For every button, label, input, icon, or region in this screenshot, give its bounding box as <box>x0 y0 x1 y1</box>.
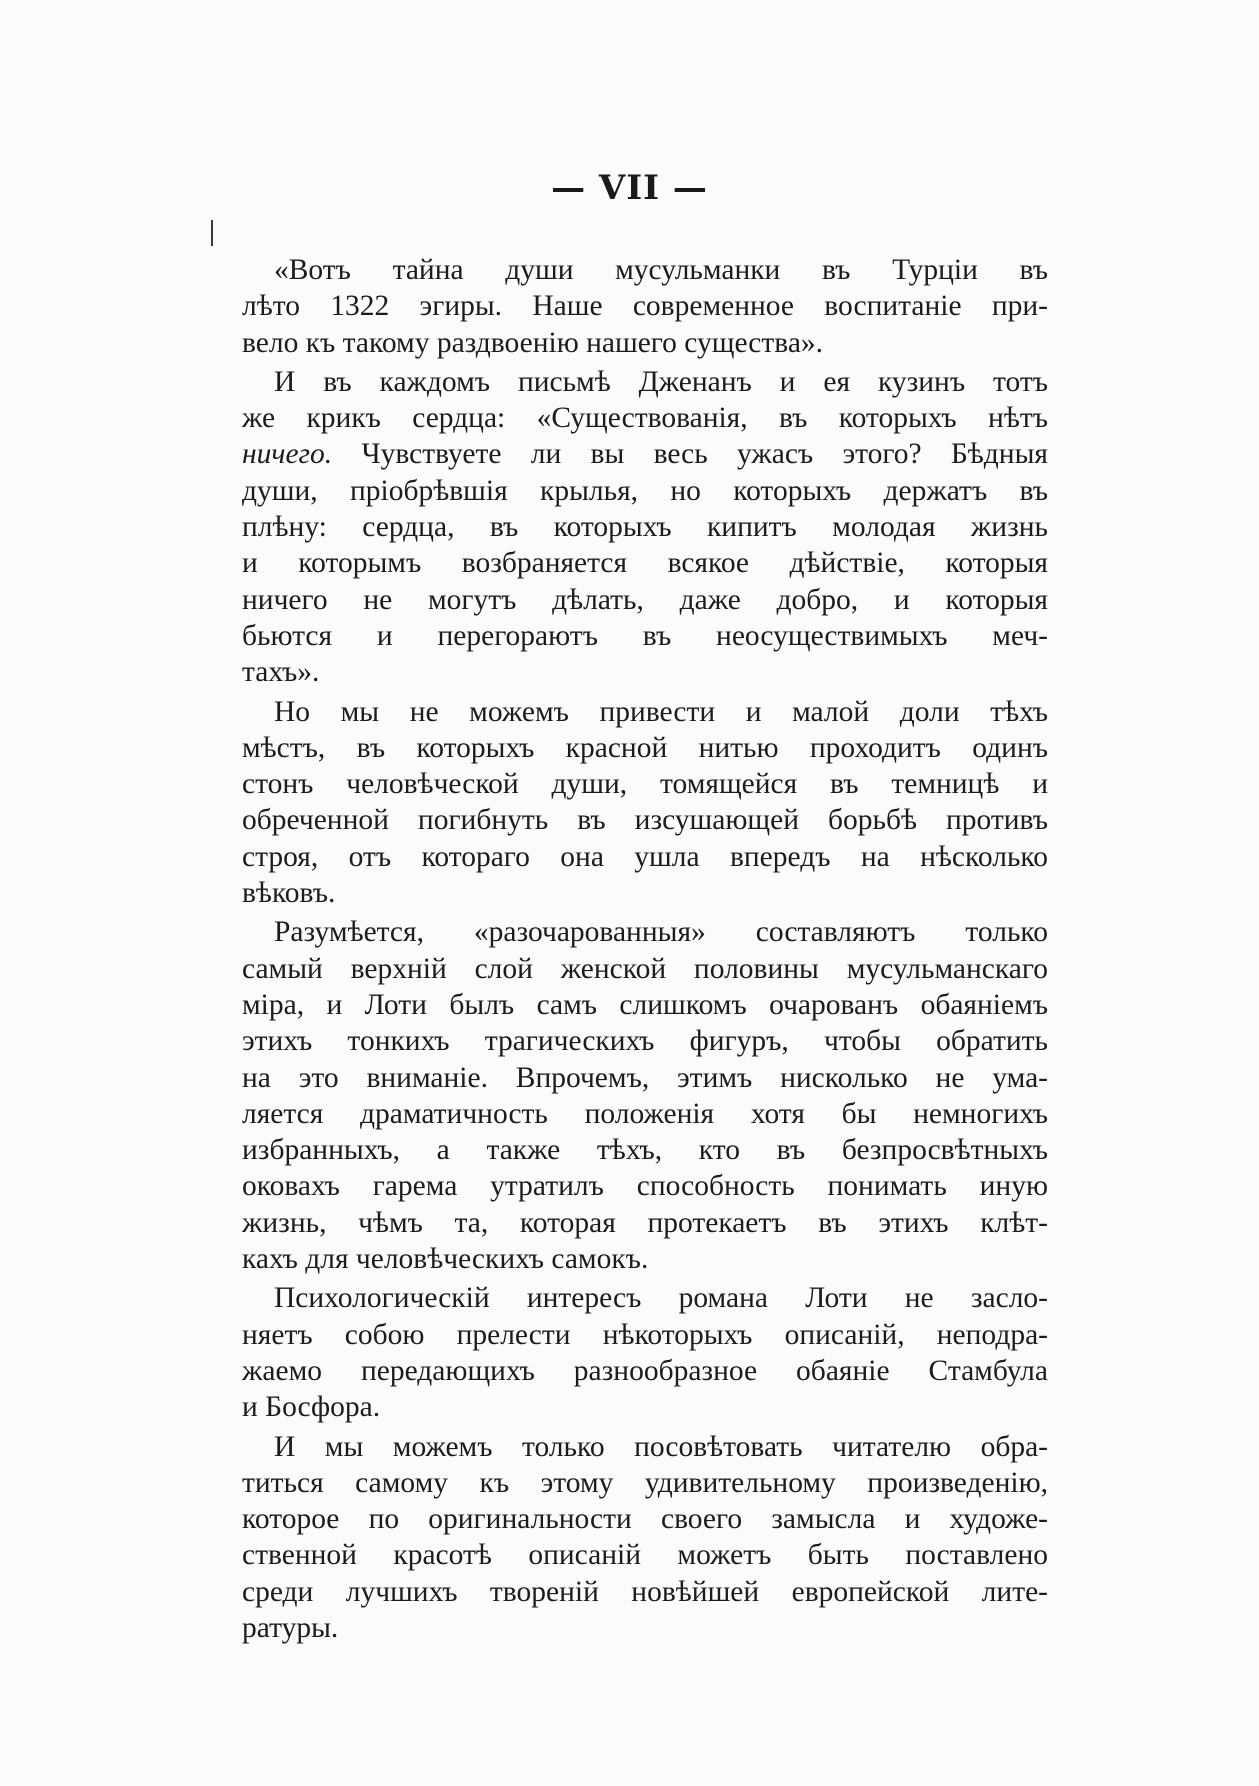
text-line: среди лучшихъ твореній новѣйшей европейской лите- <box>242 1575 1048 1608</box>
text-line: И въ каждомъ письмѣ Дженанъ и ея кузинъ тотъ <box>274 365 1048 398</box>
text-line: этихъ тонкихъ трагическихъ фигуръ, чтобы обратить <box>242 1025 1048 1058</box>
text-line: строя, отъ котораго она ушла впередъ на нѣсколько <box>242 840 1048 873</box>
text-line: самый верхній слой женской половины мусульманскаго <box>242 952 1048 985</box>
text-line-with-italic <box>212 436 1048 472</box>
text-line: ничего не могутъ дѣлать, даже добро, и которыя <box>242 583 1048 616</box>
text-line: «Вотъ тайна души мусульманки въ Турціи въ <box>274 254 1048 286</box>
text-line: ственной красотѣ описаній можетъ быть поставлено <box>242 1539 1048 1572</box>
text-line: и которымъ возбраняется всякое дѣйствіе, которыя <box>242 547 1048 580</box>
text-line: жизнь, чѣмъ та, которая протекаетъ въ этихъ клѣт- <box>242 1206 1048 1239</box>
text-line: избранныхъ, а также тѣхъ, кто въ безпросвѣтныхъ <box>242 1134 1048 1167</box>
body-text <box>212 252 1048 1646</box>
italic-word: ничего. <box>242 438 333 471</box>
margin-mark <box>211 220 213 246</box>
text-line: мѣстъ, въ которыхъ красной нитью проходитъ одинъ <box>242 731 1048 764</box>
page-number: — VII — <box>551 168 708 208</box>
text-line: ляется драматичность положенія хотя бы немногихъ <box>242 1097 1048 1130</box>
text-line: лѣто 1322 эгиры. Наше современное воспитаніе при- <box>242 290 1048 323</box>
text-line: вѣковъ. <box>242 877 336 910</box>
text-line: Но мы не можемъ привести и малой доли тѣхъ <box>274 695 1048 728</box>
text-line: Психологическій интересъ романа Лоти не засло- <box>274 1282 1048 1315</box>
paragraph-3 <box>212 694 1048 912</box>
text-line: же крикъ сердца: «Существованія, въ которыхъ нѣтъ <box>242 402 1048 435</box>
paragraph-2 <box>212 364 1048 691</box>
text-line: титься самому къ этому удивительному произведенію, <box>242 1466 1048 1499</box>
text-line: міра, и Лоти былъ самъ слишкомъ очарованъ обаяніемъ <box>242 988 1048 1021</box>
text-line: плѣну: сердца, въ которыхъ кипитъ молодая жизнь <box>242 511 1048 544</box>
text-line: тахъ». <box>242 656 320 689</box>
text-line: вело къ такому раздвоенію нашего существа». <box>242 326 824 359</box>
text-line: оковахъ гарема утратилъ способность понимать иную <box>242 1170 1048 1203</box>
text-line: обреченной погибнуть въ изсушающей борьбѣ противъ <box>242 804 1048 837</box>
text-line: души, пріобрѣвшія крылья, но которыхъ держатъ въ <box>242 474 1048 507</box>
paragraph-5 <box>212 1280 1048 1425</box>
text-line: которое по оригинальности своего замысла и художе- <box>242 1503 1048 1536</box>
text-line: стонъ человѣческой души, томящейся въ темницѣ и <box>242 768 1048 801</box>
paragraph-1 <box>212 252 1048 361</box>
paragraph-6 <box>212 1429 1048 1647</box>
text-line: бьются и перегораютъ въ неосуществимыхъ меч- <box>242 619 1048 652</box>
text-line: и Босфора. <box>242 1391 381 1424</box>
text-line: няетъ собою прелести нѣкоторыхъ описаній, неподра- <box>242 1318 1048 1351</box>
text-line: Разумѣется, «разочарованныя» составляютъ только <box>274 916 1048 949</box>
text-line: ратуры. <box>242 1611 339 1644</box>
text-line: жаемо передающихъ разнообразное обаяніе Стамбула <box>242 1354 1048 1387</box>
text-line: кахъ для человѣческихъ самокъ. <box>242 1243 649 1276</box>
text-line-rest: Чувствуете ли вы весь ужасъ этого? Бѣдныя <box>332 438 1048 471</box>
text-line: И мы можемъ только посовѣтовать читателю обра- <box>274 1430 1048 1463</box>
text-line: на это вниманіе. Впрочемъ, этимъ нисколько не ума- <box>242 1061 1048 1094</box>
paragraph-4 <box>212 914 1048 1277</box>
